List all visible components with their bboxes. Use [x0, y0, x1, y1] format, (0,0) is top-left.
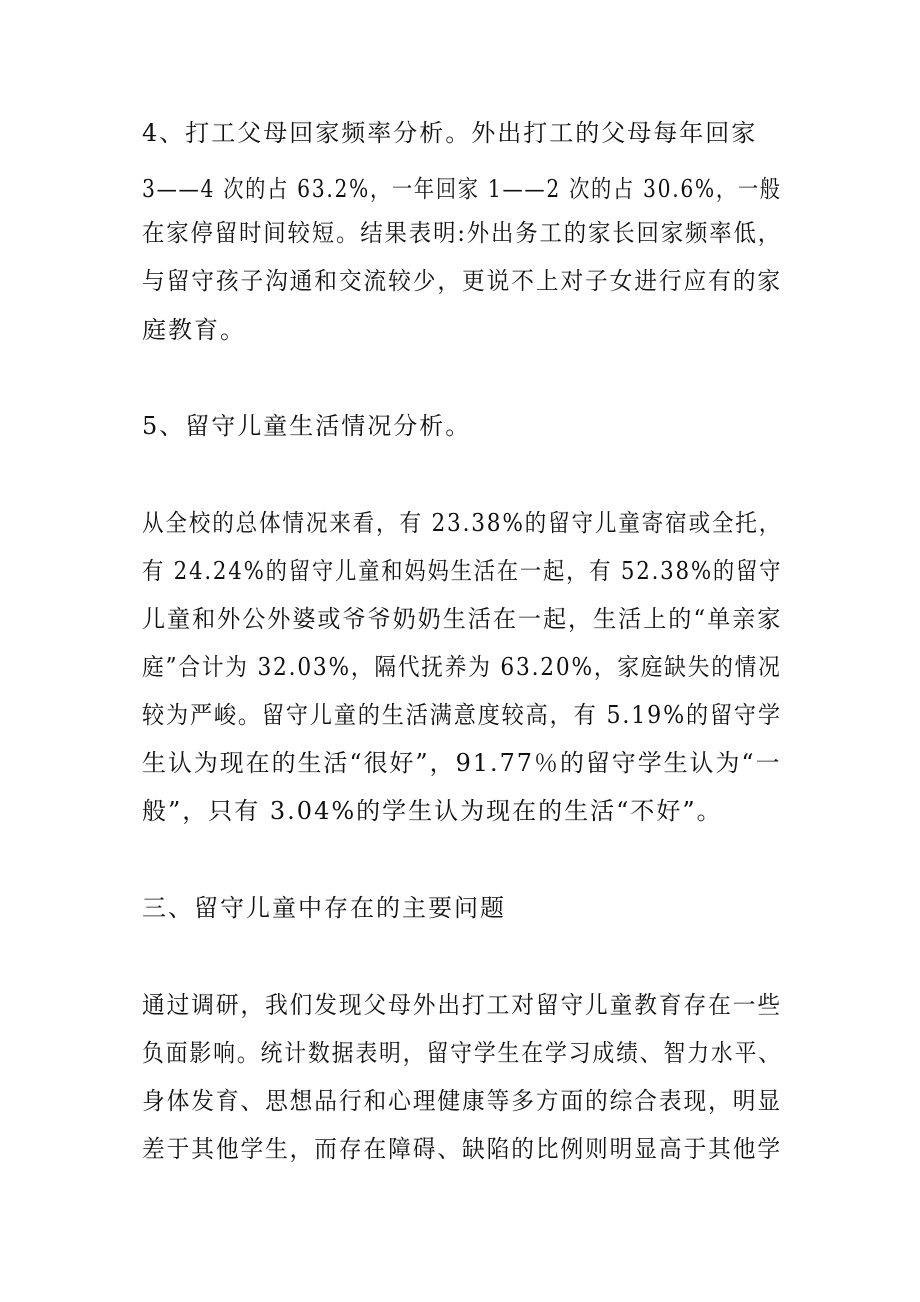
paragraph-4-line-3: 在家停留时间较短。结果表明:外出务工的家长回家频率低，: [142, 219, 783, 247]
paragraph-6-line-6: 生认为现在的生活“很好”，91.77％的留守学生认为“一: [142, 749, 782, 777]
paragraph-7-line-4: 差于其他学生，而存在障碍、缺陷的比例则明显高于其他学: [142, 1135, 782, 1163]
paragraph-7-line-2: 负面影响。统计数据表明，留守学生在学习成绩、智力水平、: [142, 1039, 783, 1067]
paragraph-5-line-1: 5、留守儿童生活情况分析。: [142, 412, 472, 440]
paragraph-6-line-3: 儿童和外公外婆或爷爷奶奶生活在一起，生活上的“单亲家: [142, 605, 783, 633]
paragraph-6-line-5: 较为严峻。留守儿童的生活满意度较高，有 5.19%的留守学: [142, 701, 782, 729]
paragraph-4-line-5: 庭教育。: [142, 316, 246, 344]
paragraph-6-line-7: 般”，只有 3.04%的学生认为现在的生活“不好”。: [142, 797, 723, 825]
paragraph-6-line-1: 从全校的总体情况来看，有 23.38%的留守儿童寄宿或全托，: [142, 509, 783, 537]
paragraph-4-line-4: 与留守孩子沟通和交流较少，更说不上对子女进行应有的家: [142, 267, 782, 295]
paragraph-6-line-4: 庭”合计为 32.03%，隔代抚养为 63.20%，家庭缺失的情况: [142, 653, 782, 681]
paragraph-7-line-1: 通过调研，我们发现父母外出打工对留守儿童教育存在一些: [142, 991, 782, 1019]
paragraph-4-line-2: 3——4 次的占 63.2%，一年回家 1——2 次的占 30.6%，一般: [142, 175, 782, 203]
paragraph-4-line-1: 4、打工父母回家频率分析。外出打工的父母每年回家: [142, 119, 758, 147]
paragraph-7-line-3: 身体发育、思想品行和心理健康等多方面的综合表现，明显: [142, 1087, 782, 1115]
section-heading-3: 三、留守儿童中存在的主要问题: [142, 894, 506, 922]
paragraph-6-line-2: 有 24.24%的留守儿童和妈妈生活在一起，有 52.38%的留守: [142, 557, 783, 585]
